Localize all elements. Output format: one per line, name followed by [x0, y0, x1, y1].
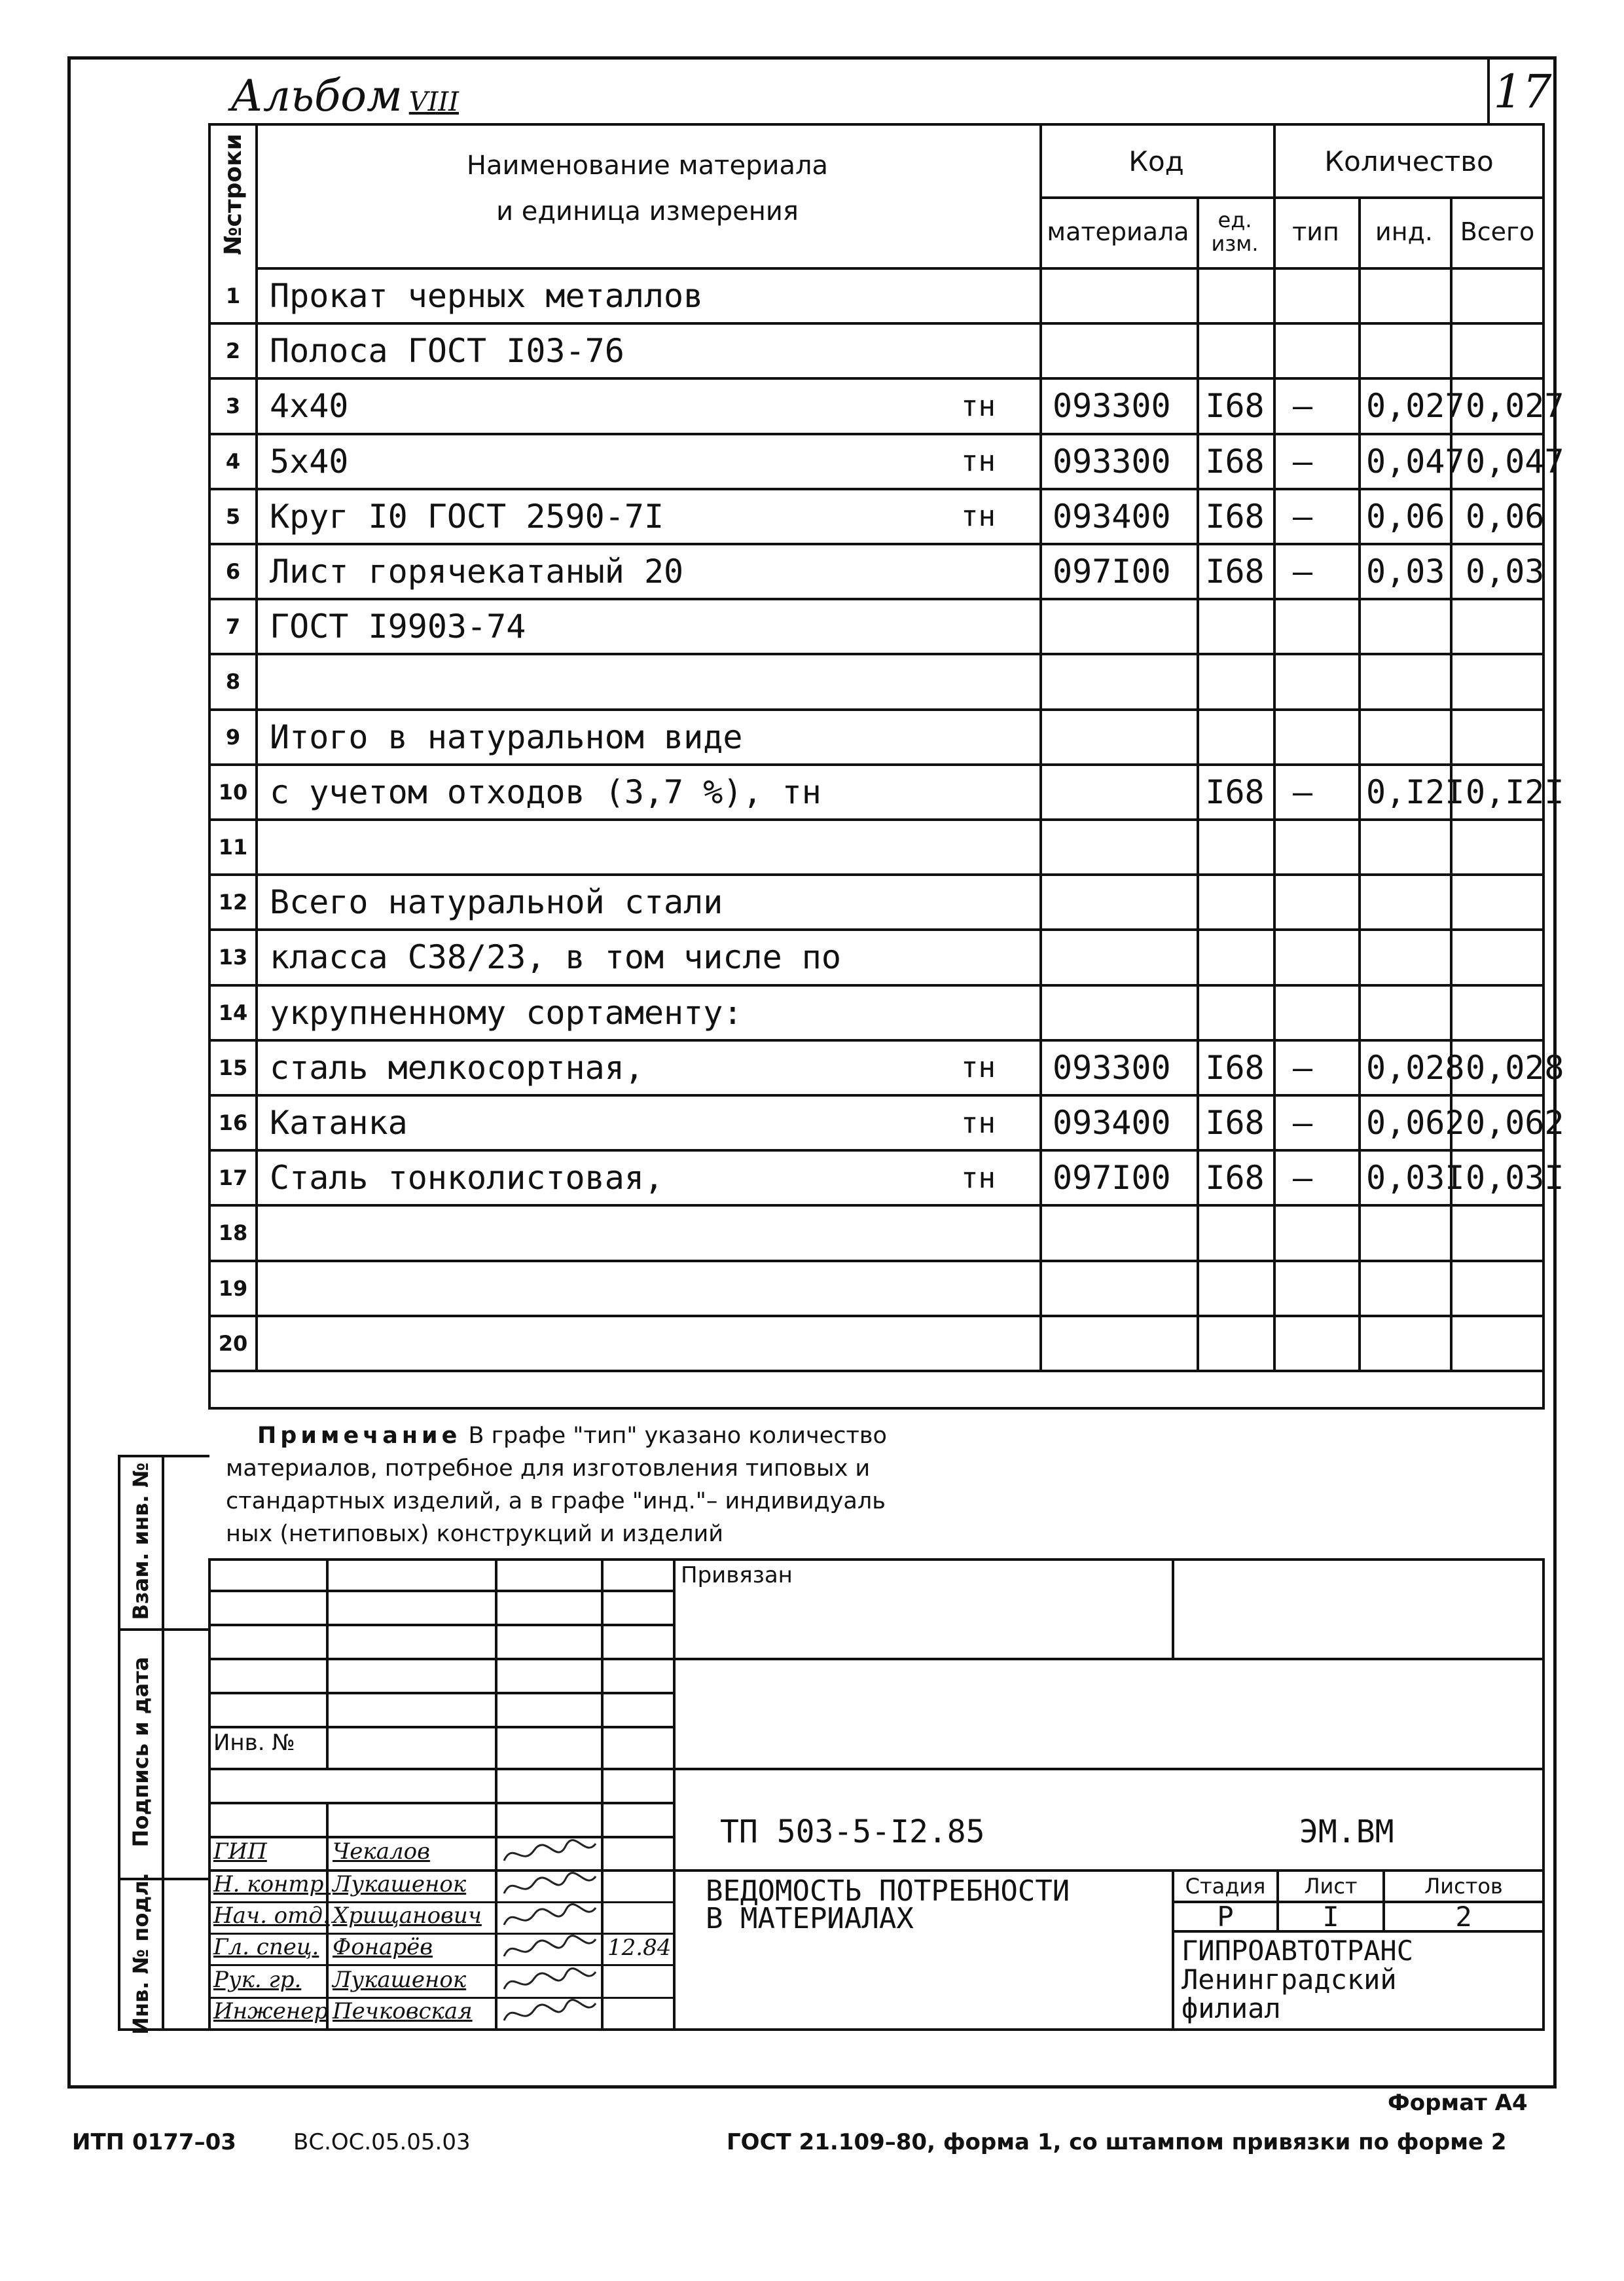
- side-vzam-inv: Взам. инв. №: [128, 1462, 153, 1620]
- signer-name: Чекалов: [333, 1838, 430, 1865]
- row-name: Лист горячекатаный 20: [270, 553, 684, 591]
- row-unit: тн: [961, 1051, 996, 1085]
- row-qty-total: 0,028: [1466, 1048, 1564, 1087]
- signer-name: Фонарёв: [333, 1934, 433, 1960]
- stamp-v5: [1172, 1558, 1174, 1658]
- row-unit-code: I68: [1205, 497, 1265, 536]
- row-unit: [961, 766, 1026, 818]
- row-unit: [961, 600, 1026, 653]
- stamp-v0: [208, 1558, 211, 2031]
- row-line: [208, 433, 1545, 435]
- row-unit: тн: [961, 445, 996, 479]
- row-name: Итого в натуральном виде: [270, 718, 743, 756]
- row-code: 093300: [1053, 442, 1171, 481]
- row-qty-total: 0,047: [1466, 442, 1564, 481]
- row-qty-ind: 0,028: [1366, 1048, 1465, 1087]
- signature-mark: [500, 1934, 598, 1965]
- row-number: 7: [225, 614, 241, 640]
- row-qty-type: –: [1293, 387, 1313, 426]
- row-unit: [961, 711, 1026, 763]
- row-unit-code: [1197, 1262, 1273, 1315]
- row-number: 5: [225, 503, 241, 529]
- row-unit-code: I68: [1205, 442, 1265, 481]
- row-line: [208, 377, 1545, 380]
- row-qty-total: 0,03: [1466, 553, 1545, 591]
- signature-mark: [500, 1871, 598, 1903]
- col-line-ind: [1358, 196, 1361, 1370]
- note-bottom-line: [208, 1558, 1545, 1561]
- row-unit-code: [1197, 270, 1273, 322]
- row-number: 2: [225, 338, 241, 364]
- footer-right: ГОСТ 21.109–80, форма 1, со штампом привязки по форме 2: [727, 2129, 1507, 2155]
- row-name: Всего натуральной стали: [270, 883, 723, 922]
- row-qty-total: 0,06: [1466, 497, 1545, 536]
- row-name: Катанка: [270, 1104, 408, 1142]
- row-unit-code: I68: [1205, 1048, 1265, 1087]
- row-qty-type: –: [1293, 497, 1313, 536]
- stamp-v3: [601, 1558, 604, 2031]
- row-number: 1: [225, 283, 241, 309]
- row-qty-type: –: [1293, 553, 1313, 591]
- row-qty-ind: 0,06: [1366, 497, 1445, 536]
- note-line1: [226, 1419, 887, 1452]
- row-code: 097I00: [1053, 553, 1171, 591]
- stamp-h7: [208, 1802, 673, 1804]
- row-line: [208, 1204, 1545, 1207]
- row-unit: [961, 545, 1026, 598]
- row-code: 093400: [1053, 497, 1171, 536]
- row-name: класса С38/23, в том числе по: [270, 938, 841, 977]
- row-number: 12: [218, 890, 248, 915]
- row-qty-ind: 0,047: [1366, 442, 1465, 481]
- row-line: [208, 1315, 1545, 1317]
- row-number: 13: [218, 945, 248, 970]
- signature-mark: [500, 1998, 598, 2030]
- row-number: 3: [225, 393, 241, 419]
- note-block: [226, 1419, 887, 1550]
- row-unit-code: I68: [1205, 553, 1265, 591]
- row-unit: [961, 876, 1026, 928]
- signature-mark: [500, 1903, 598, 1934]
- header-qty-total: Всего: [1460, 217, 1535, 246]
- row-qty-ind: 0,03I: [1366, 1159, 1465, 1197]
- row-code: 097I00: [1053, 1159, 1171, 1197]
- stamp-v4: [673, 1558, 676, 2031]
- stamp-bottom: [118, 2028, 1545, 2031]
- row-unit: тн: [961, 1161, 996, 1195]
- materials-table: [208, 123, 1564, 1410]
- header-row-number: №строки: [219, 134, 247, 255]
- row-qty-total: 0,I2I: [1466, 773, 1564, 811]
- row-name: 5x40: [270, 442, 349, 481]
- row-name: с учетом отходов (3,7 %), тн: [270, 773, 821, 811]
- stamp-h3: [208, 1658, 1545, 1660]
- row-qty-type: –: [1293, 1104, 1313, 1142]
- row-unit: [961, 655, 1026, 708]
- row-number: 17: [218, 1165, 248, 1191]
- note-line3: стандартных изделий, а в графе "инд."– индивидуаль: [226, 1488, 886, 1514]
- header-qty-ind: инд.: [1375, 217, 1433, 246]
- signer-role: Гл. спец.: [213, 1934, 319, 1960]
- row-unit: [961, 821, 1026, 873]
- row-qty-total: 0,027: [1466, 387, 1564, 426]
- row-unit: тн: [961, 1106, 996, 1140]
- row-unit-code: I68: [1205, 1104, 1265, 1142]
- stage-label: Стадия: [1185, 1874, 1266, 1899]
- note-text1: В графе "тип" указано количество: [468, 1423, 887, 1449]
- signer-name: Лукашенок: [333, 1871, 467, 1897]
- row-code: 093300: [1053, 387, 1171, 426]
- row-unit-code: [1197, 600, 1273, 653]
- row-unit: [961, 1207, 1026, 1259]
- side-podpis-data: Подпись и дата: [128, 1656, 153, 1848]
- side-strip-inner: [118, 1455, 120, 2031]
- row-unit: [961, 931, 1026, 983]
- row-unit-code: I68: [1205, 773, 1265, 811]
- album-label: Альбом VIII: [230, 71, 459, 121]
- stamp-right: [1542, 1558, 1545, 2031]
- row-unit: тн: [961, 500, 996, 534]
- organization: [1182, 1937, 1413, 2023]
- header-qty-type: тип: [1292, 217, 1339, 246]
- row-qty-type: –: [1293, 1159, 1313, 1197]
- doc-mark: ЭМ.ВМ: [1299, 1814, 1394, 1850]
- org-line1: ГИПРОАВТОТРАНС: [1182, 1935, 1414, 1967]
- row-unit-code: [1197, 821, 1273, 873]
- signer-role: Инженер: [213, 1998, 329, 2024]
- row-qty-ind: 0,I2I: [1366, 773, 1465, 811]
- row-number: 10: [218, 779, 248, 805]
- row-number: 18: [218, 1220, 248, 1246]
- row-code: 093400: [1053, 1104, 1171, 1142]
- row-name: Прокат черных металлов: [270, 277, 704, 316]
- row-unit: [961, 987, 1026, 1039]
- row-qty-ind: 0,062: [1366, 1104, 1465, 1142]
- side-inv-podl: Инв. № подл.: [128, 1872, 153, 2035]
- row-line: [208, 1094, 1545, 1097]
- row-name: 4x40: [270, 387, 349, 426]
- sheets-label: Листов: [1424, 1874, 1503, 1899]
- doc-code: ТП 503-5-I2.85: [720, 1814, 985, 1850]
- doc-title-line1: ВЕДОМОСТЬ ПОТРЕБНОСТИ: [706, 1874, 1070, 1908]
- col-line-name: [255, 123, 258, 1370]
- row-number: 8: [225, 669, 241, 695]
- stage-value: Р: [1217, 1900, 1234, 1933]
- row-qty-ind: 0,027: [1366, 387, 1465, 426]
- row-unit-code: I68: [1205, 1159, 1265, 1197]
- row-qty-type: –: [1293, 773, 1313, 811]
- row-name: сталь мелкосортная,: [270, 1048, 644, 1087]
- sign-date: 12.84: [607, 1935, 672, 1961]
- row-number: 6: [225, 559, 241, 585]
- doc-title-line2: В МАТЕРИАЛАХ: [706, 1902, 914, 1935]
- row-name: Полоса ГОСТ I03-76: [270, 332, 624, 371]
- row-qty-ind: 0,03: [1366, 553, 1445, 591]
- row-number: 4: [225, 448, 241, 474]
- header-quantity-text: Количество: [1324, 145, 1494, 177]
- row-number: 9: [225, 724, 241, 750]
- org-line2: Ленинградский: [1182, 1963, 1397, 1996]
- header-name-line2: и единица измерения: [496, 196, 799, 227]
- row-unit: [961, 1317, 1026, 1370]
- sheets-value: 2: [1455, 1900, 1472, 1933]
- row-name: ГОСТ I9903-74: [270, 608, 526, 646]
- header-name-line1: Наименование материала: [466, 151, 829, 181]
- stamp-h1: [208, 1590, 673, 1592]
- row-unit-code: [1197, 987, 1273, 1039]
- col-line-tip: [1273, 123, 1276, 1370]
- album-roman: VIII: [408, 87, 459, 117]
- row-unit-code: [1197, 876, 1273, 928]
- sheet-number: 17: [1493, 65, 1552, 119]
- signer-role: Н. контр.: [213, 1871, 331, 1897]
- signer-role: Нач. отд.: [213, 1903, 330, 1929]
- side-strip-mid: [162, 1455, 164, 2031]
- signer-name: Печковская: [333, 1998, 473, 2024]
- row-qty-total: 0,03I: [1466, 1159, 1564, 1197]
- stamp-v2: [495, 1558, 497, 2031]
- col-line-code: [1039, 123, 1042, 1370]
- row-number: 20: [218, 1330, 248, 1356]
- header-code: Код: [1128, 145, 1184, 177]
- row-name: Сталь тонколистовая,: [270, 1159, 664, 1197]
- inv-no-label: Инв. №: [213, 1730, 295, 1756]
- row-qty-type: –: [1293, 442, 1313, 481]
- row-line: [208, 1260, 1545, 1262]
- stamp-h5: [208, 1726, 673, 1728]
- row-unit: [961, 270, 1026, 322]
- rows-bottom-line: [208, 1370, 1545, 1372]
- org-line3: филиал: [1182, 1992, 1281, 2024]
- header-code-unit: ед. изм.: [1211, 208, 1259, 256]
- row-number: 15: [218, 1055, 248, 1080]
- header-code-material: материала: [1047, 217, 1189, 246]
- signer-name: Хрищанович: [333, 1903, 482, 1929]
- doc-title: [706, 1874, 1070, 1935]
- row-line: [208, 653, 1545, 655]
- row-qty-type: –: [1293, 1048, 1313, 1087]
- row-unit-code: I68: [1205, 387, 1265, 426]
- row-unit: [961, 1262, 1026, 1315]
- signer-role: ГИП: [213, 1838, 267, 1865]
- row-unit-code: [1197, 931, 1273, 983]
- row-name: укрупненному сортаменту:: [270, 993, 743, 1032]
- sheet-label: Лист: [1304, 1874, 1358, 1899]
- stamp-h6: [208, 1768, 1545, 1770]
- footer-left1: ИТП 0177–03: [72, 2129, 236, 2155]
- signer-name: Лукашенок: [333, 1967, 467, 1993]
- format-label: Формат А4: [1388, 2090, 1528, 2116]
- stamp-h2: [208, 1624, 673, 1626]
- stamp-h8: [208, 1836, 673, 1838]
- row-unit-code: [1197, 1317, 1273, 1370]
- row-unit-code: [1197, 325, 1273, 377]
- row-number: 16: [218, 1110, 248, 1136]
- note-title: Примечание: [257, 1423, 461, 1449]
- signature-mark: [500, 1838, 598, 1870]
- row-number: 19: [218, 1275, 248, 1301]
- row-name: Круг I0 ГОСТ 2590-7I: [270, 497, 664, 536]
- row-unit-code: [1197, 655, 1273, 708]
- row-number: 14: [218, 1000, 248, 1025]
- stamp-h4: [208, 1692, 673, 1694]
- privyazan-label: Привязан: [681, 1562, 793, 1588]
- sheet-value: I: [1322, 1900, 1339, 1933]
- signature-mark: [500, 1967, 598, 1998]
- stamp-h12: [208, 1964, 673, 1966]
- note-line2: материалов, потребное для изготовления типовых и: [226, 1455, 871, 1482]
- row-qty-total: 0,062: [1466, 1104, 1564, 1142]
- footer-left2: ВС.ОС.05.05.03: [293, 2129, 471, 2155]
- row-line: [208, 818, 1545, 821]
- row-number: 11: [218, 835, 248, 860]
- row-unit: тн: [961, 389, 996, 423]
- row-unit-code: [1197, 1207, 1273, 1259]
- note-line4: ных (нетиповых) конструкций и изделий: [226, 1521, 724, 1547]
- row-unit-code: [1197, 711, 1273, 763]
- row-unit: [961, 325, 1026, 377]
- signer-role: Рук. гр.: [213, 1967, 302, 1993]
- row-code: 093300: [1053, 1048, 1171, 1087]
- header-quantity: [1273, 126, 1545, 196]
